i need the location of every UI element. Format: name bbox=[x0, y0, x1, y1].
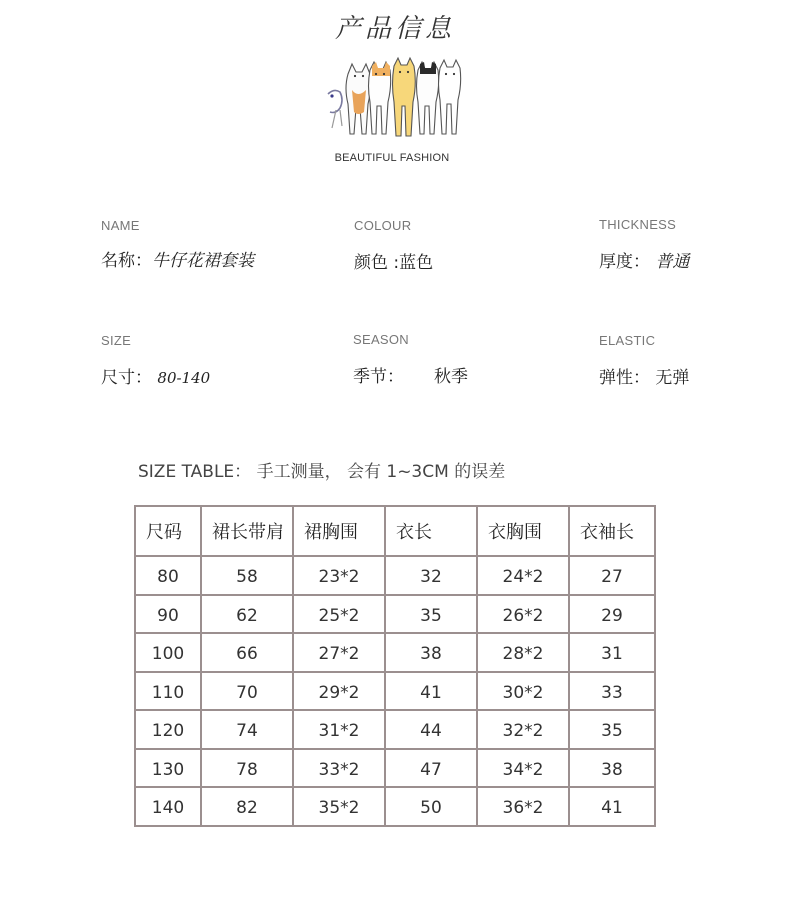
attr-elastic bbox=[599, 333, 690, 388]
table-cell: 70 bbox=[201, 672, 293, 711]
table-cell: 66 bbox=[201, 633, 293, 672]
table-cell: 78 bbox=[201, 749, 293, 788]
attr-thickness-en: THICKNESS bbox=[599, 217, 677, 232]
attr-colour-en: COLOUR bbox=[354, 218, 412, 233]
table-cell: 140 bbox=[135, 787, 201, 826]
table-cell: 47 bbox=[385, 749, 477, 788]
attr-size-value: 80-140 bbox=[157, 369, 211, 387]
header-cell: 衣袖长 bbox=[569, 506, 655, 556]
attr-size bbox=[101, 333, 211, 388]
table-cell: 58 bbox=[201, 556, 293, 595]
table-cell: 25*2 bbox=[293, 595, 385, 634]
attr-thickness-value: 普通 bbox=[655, 252, 690, 272]
attr-colour-value: 蓝色 bbox=[399, 253, 434, 273]
table-cell: 41 bbox=[569, 787, 655, 826]
table-cell: 130 bbox=[135, 749, 201, 788]
attr-season-label: 季节： bbox=[353, 367, 404, 387]
table-cell: 80 bbox=[135, 556, 201, 595]
table-row bbox=[135, 787, 655, 826]
table-row bbox=[135, 672, 655, 711]
table-cell: 34*2 bbox=[477, 749, 569, 788]
attr-elastic-value: 无弹 bbox=[655, 368, 690, 388]
table-cell: 30*2 bbox=[477, 672, 569, 711]
attr-colour-label: 颜色 : bbox=[354, 253, 400, 273]
attr-name-value: 牛仔花裙套装 bbox=[152, 251, 254, 271]
table-cell: 31*2 bbox=[293, 710, 385, 749]
table-cell: 38 bbox=[569, 749, 655, 788]
table-row bbox=[135, 595, 655, 634]
table-cell: 100 bbox=[135, 633, 201, 672]
attr-name-label: 名称： bbox=[101, 251, 152, 271]
table-cell: 27*2 bbox=[293, 633, 385, 672]
table-cell: 38 bbox=[385, 633, 477, 672]
header-cell: 裙胸围 bbox=[293, 506, 385, 556]
table-cell: 29*2 bbox=[293, 672, 385, 711]
attr-season-en: SEASON bbox=[353, 332, 409, 347]
table-cell: 44 bbox=[385, 710, 477, 749]
table-cell: 33*2 bbox=[293, 749, 385, 788]
size-table bbox=[134, 505, 656, 827]
table-cell: 33 bbox=[569, 672, 655, 711]
table-row bbox=[135, 710, 655, 749]
attr-name-en: NAME bbox=[101, 218, 140, 233]
brand-logo bbox=[322, 52, 462, 170]
size-table-header bbox=[135, 506, 655, 556]
size-table-caption: SIZE TABLE： 手工测量， 会有 1~3CM 的误差 bbox=[138, 462, 506, 482]
page-title: 产品信息 bbox=[334, 14, 455, 44]
table-row bbox=[135, 633, 655, 672]
table-cell: 41 bbox=[385, 672, 477, 711]
table-cell: 62 bbox=[201, 595, 293, 634]
table-cell: 50 bbox=[385, 787, 477, 826]
table-cell: 26*2 bbox=[477, 595, 569, 634]
attr-name bbox=[101, 218, 254, 271]
table-cell: 35*2 bbox=[293, 787, 385, 826]
table-row bbox=[135, 749, 655, 788]
attr-size-label: 尺寸： bbox=[101, 368, 152, 388]
logo-text: BEAUTIFUL FASHION bbox=[334, 152, 450, 164]
table-cell: 32*2 bbox=[477, 710, 569, 749]
table-cell: 29 bbox=[569, 595, 655, 634]
table-cell: 120 bbox=[135, 710, 201, 749]
attr-season-value: 秋季 bbox=[434, 367, 468, 387]
attr-size-en: SIZE bbox=[101, 333, 132, 348]
attr-season bbox=[353, 332, 468, 387]
table-cell: 27 bbox=[569, 556, 655, 595]
table-cell: 90 bbox=[135, 595, 201, 634]
header-cell: 衣长 bbox=[385, 506, 477, 556]
attr-colour bbox=[354, 218, 434, 273]
attr-elastic-label: 弹性： bbox=[599, 368, 650, 388]
attr-thickness-label: 厚度： bbox=[599, 252, 650, 272]
table-row bbox=[135, 556, 655, 595]
table-cell: 35 bbox=[385, 595, 477, 634]
header-cell: 裙长带肩 bbox=[201, 506, 293, 556]
table-cell: 82 bbox=[201, 787, 293, 826]
table-cell: 35 bbox=[569, 710, 655, 749]
table-cell: 74 bbox=[201, 710, 293, 749]
table-cell: 32 bbox=[385, 556, 477, 595]
table-cell: 110 bbox=[135, 672, 201, 711]
table-cell: 31 bbox=[569, 633, 655, 672]
cats-illustration-icon bbox=[322, 52, 462, 152]
attr-elastic-en: ELASTIC bbox=[599, 333, 656, 348]
attr-thickness bbox=[599, 217, 690, 272]
header-cell: 尺码 bbox=[135, 506, 201, 556]
header-cell: 衣胸围 bbox=[477, 506, 569, 556]
table-cell: 24*2 bbox=[477, 556, 569, 595]
table-cell: 23*2 bbox=[293, 556, 385, 595]
table-cell: 28*2 bbox=[477, 633, 569, 672]
table-cell: 36*2 bbox=[477, 787, 569, 826]
